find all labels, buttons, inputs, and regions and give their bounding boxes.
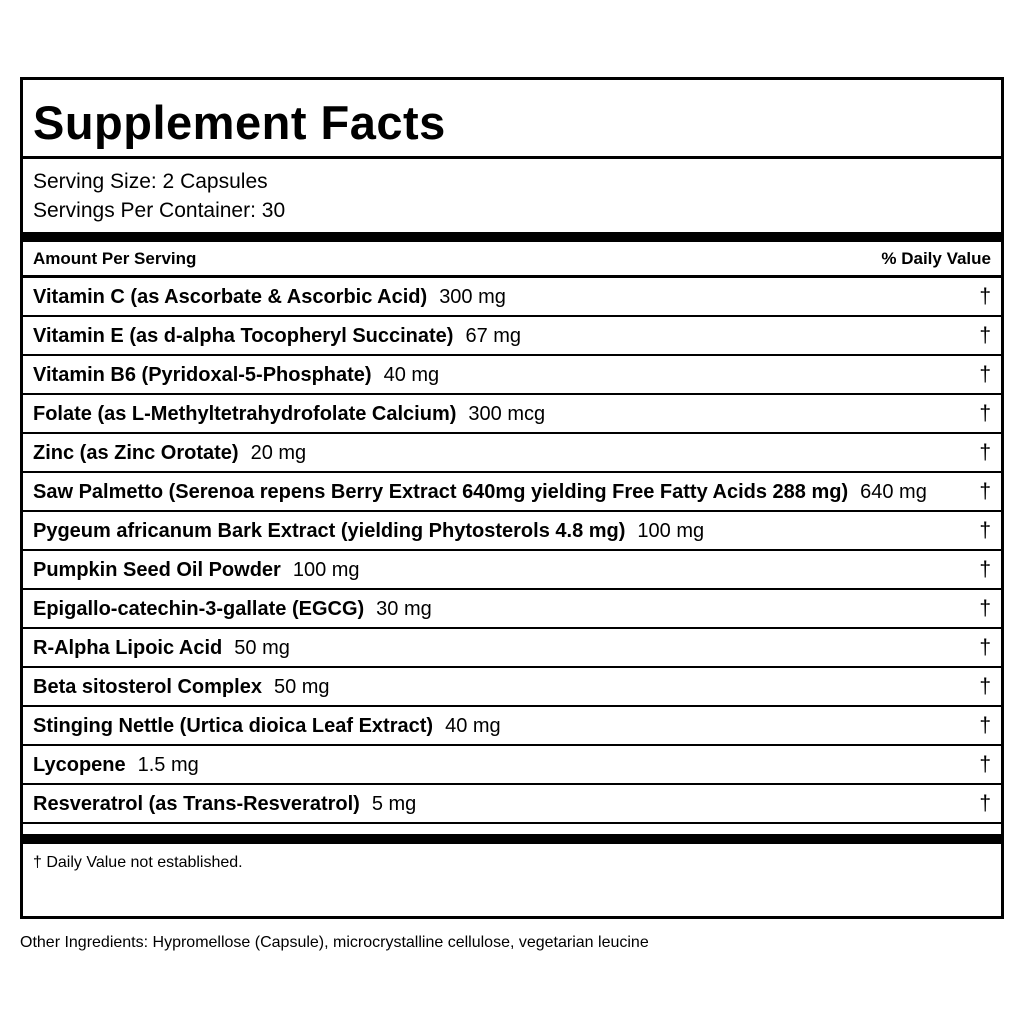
nutrient-name: Saw Palmetto (Serenoa repens Berry Extract 640mg yielding Free Fatty Acids 288 mg) — [33, 481, 849, 503]
nutrient-name: Vitamin C (as Ascorbate & Ascorbic Acid) — [33, 286, 428, 308]
nutrient-amount: 50 mg — [273, 676, 330, 698]
nutrient-name: Zinc (as Zinc Orotate) — [33, 442, 239, 464]
nutrient-text — [33, 791, 416, 817]
nutrient-name: Resveratrol (as Trans-Resveratrol) — [33, 793, 360, 815]
nutrient-row — [23, 356, 1001, 395]
daily-value-dagger: † — [979, 597, 991, 620]
daily-value-dagger: † — [979, 285, 991, 308]
daily-value-dagger: † — [979, 675, 991, 698]
footnote: † Daily Value not established. — [33, 854, 243, 871]
nutrient-row — [23, 434, 1001, 473]
nutrient-name: Epigallo-catechin-3-gallate (EGCG) — [33, 598, 365, 620]
panel-title: Supplement Facts — [33, 96, 446, 149]
nutrient-amount: 40 mg — [445, 715, 501, 737]
nutrient-amount: 5 mg — [371, 793, 417, 815]
daily-value-dagger: † — [979, 558, 991, 581]
nutrient-name: R-Alpha Lipoic Acid — [33, 637, 223, 659]
nutrient-name: Lycopene — [33, 754, 126, 776]
nutrient-amount: 300 mg — [439, 286, 506, 308]
daily-value-dagger: † — [979, 480, 991, 503]
nutrient-amount: 100 mg — [292, 559, 360, 581]
daily-value-dagger: † — [979, 636, 991, 659]
nutrient-text — [33, 518, 704, 544]
nutrient-row — [23, 629, 1001, 668]
daily-value-dagger: † — [979, 519, 991, 542]
nutrient-text — [33, 284, 506, 310]
nutrient-amount: 30 mg — [376, 598, 432, 620]
nutrient-amount: 20 mg — [250, 442, 307, 464]
daily-value-dagger: † — [979, 324, 991, 347]
nutrient-row — [23, 278, 1001, 317]
nutrient-text — [33, 323, 521, 349]
daily-value-dagger: † — [979, 753, 991, 776]
nutrient-amount: 100 mg — [637, 520, 705, 542]
nutrient-row — [23, 707, 1001, 746]
nutrient-text — [33, 596, 432, 622]
nutrient-text — [33, 557, 360, 583]
daily-value-dagger: † — [979, 714, 991, 737]
nutrient-row — [23, 746, 1001, 785]
thick-divider — [23, 834, 1001, 844]
nutrient-name: Beta sitosterol Complex — [33, 676, 262, 698]
nutrient-text — [33, 401, 545, 427]
other-ingredients: Other Ingredients: Hypromellose (Capsule), microcrystalline cellulose, vegetarian leucine — [20, 934, 649, 951]
nutrient-text — [33, 362, 439, 388]
nutrient-amount: 50 mg — [234, 637, 290, 659]
nutrient-name: Pumpkin Seed Oil Powder — [33, 559, 281, 581]
divider — [23, 156, 1001, 159]
nutrient-amount: 67 mg — [465, 325, 522, 347]
nutrient-row — [23, 317, 1001, 356]
nutrient-text — [33, 713, 501, 739]
nutrient-row — [23, 395, 1001, 434]
nutrient-row — [23, 590, 1001, 629]
nutrient-text — [33, 752, 199, 778]
nutrient-row — [23, 551, 1001, 590]
supplement-facts-panel — [20, 77, 1004, 919]
nutrient-name: Pygeum africanum Bark Extract (yielding Phytosterols 4.8 mg) — [33, 520, 626, 542]
nutrient-text — [33, 674, 330, 700]
nutrient-row — [23, 512, 1001, 551]
daily-value-header: % Daily Value — [881, 249, 991, 268]
nutrient-row — [23, 473, 1001, 512]
nutrient-text — [33, 479, 927, 505]
amount-per-serving-header: Amount Per Serving — [33, 249, 197, 268]
thick-divider — [23, 232, 1001, 242]
servings-per-container: Servings Per Container: 30 — [33, 199, 286, 222]
nutrient-list — [23, 278, 1001, 824]
column-header-row — [23, 246, 1001, 276]
daily-value-dagger: † — [979, 441, 991, 464]
nutrient-name: Folate (as L-Methyltetrahydrofolate Calcium) — [33, 403, 457, 425]
nutrient-row — [23, 668, 1001, 707]
nutrient-name: Vitamin B6 (Pyridoxal-5-Phosphate) — [33, 364, 372, 386]
nutrient-name: Stinging Nettle (Urtica dioica Leaf Extract) — [33, 715, 434, 737]
nutrient-amount: 1.5 mg — [137, 754, 199, 776]
daily-value-dagger: † — [979, 363, 991, 386]
daily-value-dagger: † — [979, 792, 991, 815]
nutrient-text — [33, 440, 306, 466]
nutrient-row — [23, 785, 1001, 824]
serving-size: Serving Size: 2 Capsules — [33, 170, 268, 193]
nutrient-text — [33, 635, 290, 661]
daily-value-dagger: † — [979, 402, 991, 425]
nutrient-amount: 300 mcg — [468, 403, 546, 425]
nutrient-amount: 640 mg — [860, 481, 927, 503]
nutrient-name: Vitamin E (as d-alpha Tocopheryl Succinate) — [33, 325, 454, 347]
nutrient-amount: 40 mg — [383, 364, 440, 386]
